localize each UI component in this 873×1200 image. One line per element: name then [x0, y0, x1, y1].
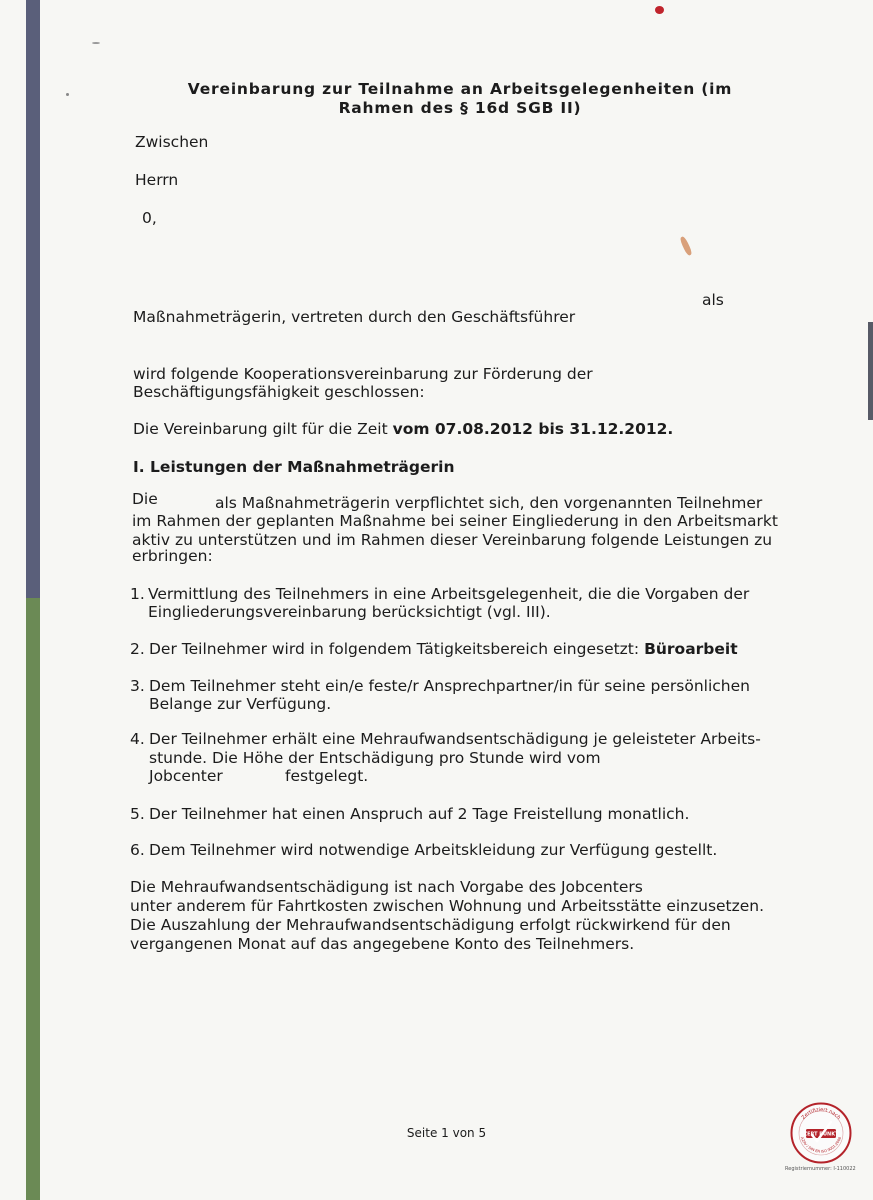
- closing-line-3: Die Auszahlung der Mehraufwandsentschädigung erfolgt rückwirkend für den: [130, 916, 731, 934]
- intro-line-3: aktiv zu unterstützen und im Rahmen dieser Vereinbarung folgende Leistungen zu: [132, 531, 773, 549]
- list-item-text: Dem Teilnehmer wird notwendige Arbeitskleidung zur Verfügung gestellt.: [149, 841, 718, 859]
- agreement-period: [133, 420, 673, 438]
- provider-role: Maßnahmeträgerin, vertreten durch den Geschäftsführer: [133, 308, 576, 326]
- list-item-text: Vermittlung des Teilnehmers in eine Arbeitsgelegenheit, die die Vorgaben der: [148, 585, 750, 603]
- list-item-text: Der Teilnehmer hat einen Anspruch auf 2 Tage Freistellung monatlich.: [149, 805, 690, 823]
- list-number: 2.: [130, 640, 145, 658]
- document-title: [120, 80, 800, 118]
- seal-registration: Registriernummer: I-110022: [785, 1166, 856, 1172]
- als-label: als: [702, 291, 724, 309]
- seal-top-text: Zertifiziert nach: [800, 1106, 842, 1121]
- salutation: Herrn: [135, 171, 179, 189]
- period-prefix: Die Vereinbarung gilt für die Zeit: [133, 420, 388, 438]
- list-number: 5.: [130, 805, 145, 823]
- intro-line-1b: als Maßnahmeträgerin verpflichtet sich, den vorgenannten Teilnehmer: [215, 494, 763, 512]
- intro-line-4: erbringen:: [132, 547, 213, 565]
- title-line-2: Rahmen des § 16d SGB II): [338, 99, 582, 117]
- closing-line-2: unter anderem für Fahrtkosten zwischen Wohnung und Arbeitsstätte einzusetzen.: [130, 897, 765, 915]
- list-item-text: Jobcenter: [149, 767, 223, 785]
- cooperation-line-2: Beschäftigungsfähigkeit geschlossen:: [133, 383, 425, 401]
- period-dates: vom 07.08.2012 bis 31.12.2012.: [392, 420, 674, 438]
- list-item-text: Belange zur Verfügung.: [149, 695, 332, 713]
- list-number: 3.: [130, 677, 145, 695]
- list-number: 4.: [130, 730, 145, 748]
- intro-line-2: im Rahmen der geplanten Maßnahme bei seiner Eingliederung in den Arbeitsmarkt: [132, 512, 778, 530]
- between-label: Zwischen: [135, 133, 209, 151]
- seal-brand-text: ZERT PUNKT: [803, 1131, 839, 1138]
- title-line-1: Vereinbarung zur Teilnahme an Arbeitsgelegenheiten (im: [187, 80, 733, 98]
- list-item-text: festgelegt.: [285, 767, 369, 785]
- page-footer: Seite 1 von 5: [406, 1126, 487, 1140]
- list-item-text: Dem Teilnehmer steht ein/e feste/r Ansprechpartner/in für seine persönlichen: [149, 677, 750, 695]
- activity-value: Büroarbeit: [644, 640, 738, 658]
- closing-line-1: Die Mehraufwandsentschädigung ist nach Vorgabe des Jobcenters: [130, 878, 643, 896]
- party-name: 0,: [142, 209, 157, 227]
- seal-bottom-text: AZAV / DIN EN ISO 9001:2008: [799, 1136, 843, 1154]
- activity-label: Der Teilnehmer wird in folgendem Tätigkeitsbereich eingesetzt:: [149, 640, 640, 658]
- list-item-text: Der Teilnehmer erhält eine Mehraufwandsentschädigung je geleisteter Arbeits-: [149, 730, 761, 748]
- certification-seal-icon: [790, 1102, 852, 1164]
- cooperation-line-1: wird folgende Kooperationsvereinbarung zur Förderung der: [133, 365, 593, 383]
- list-item-text: stunde. Die Höhe der Entschädigung pro Stunde wird vom: [149, 749, 601, 767]
- list-item-text: Eingliederungsvereinbarung berücksichtigt (vgl. III).: [148, 603, 551, 621]
- list-item-text: [149, 640, 738, 658]
- list-number: 6.: [130, 841, 145, 859]
- intro-line-1a: Die: [132, 490, 158, 508]
- section-heading: I. Leistungen der Maßnahmeträgerin: [133, 458, 455, 476]
- closing-line-4: vergangenen Monat auf das angegebene Konto des Teilnehmers.: [130, 935, 635, 953]
- list-number: 1.: [130, 585, 145, 603]
